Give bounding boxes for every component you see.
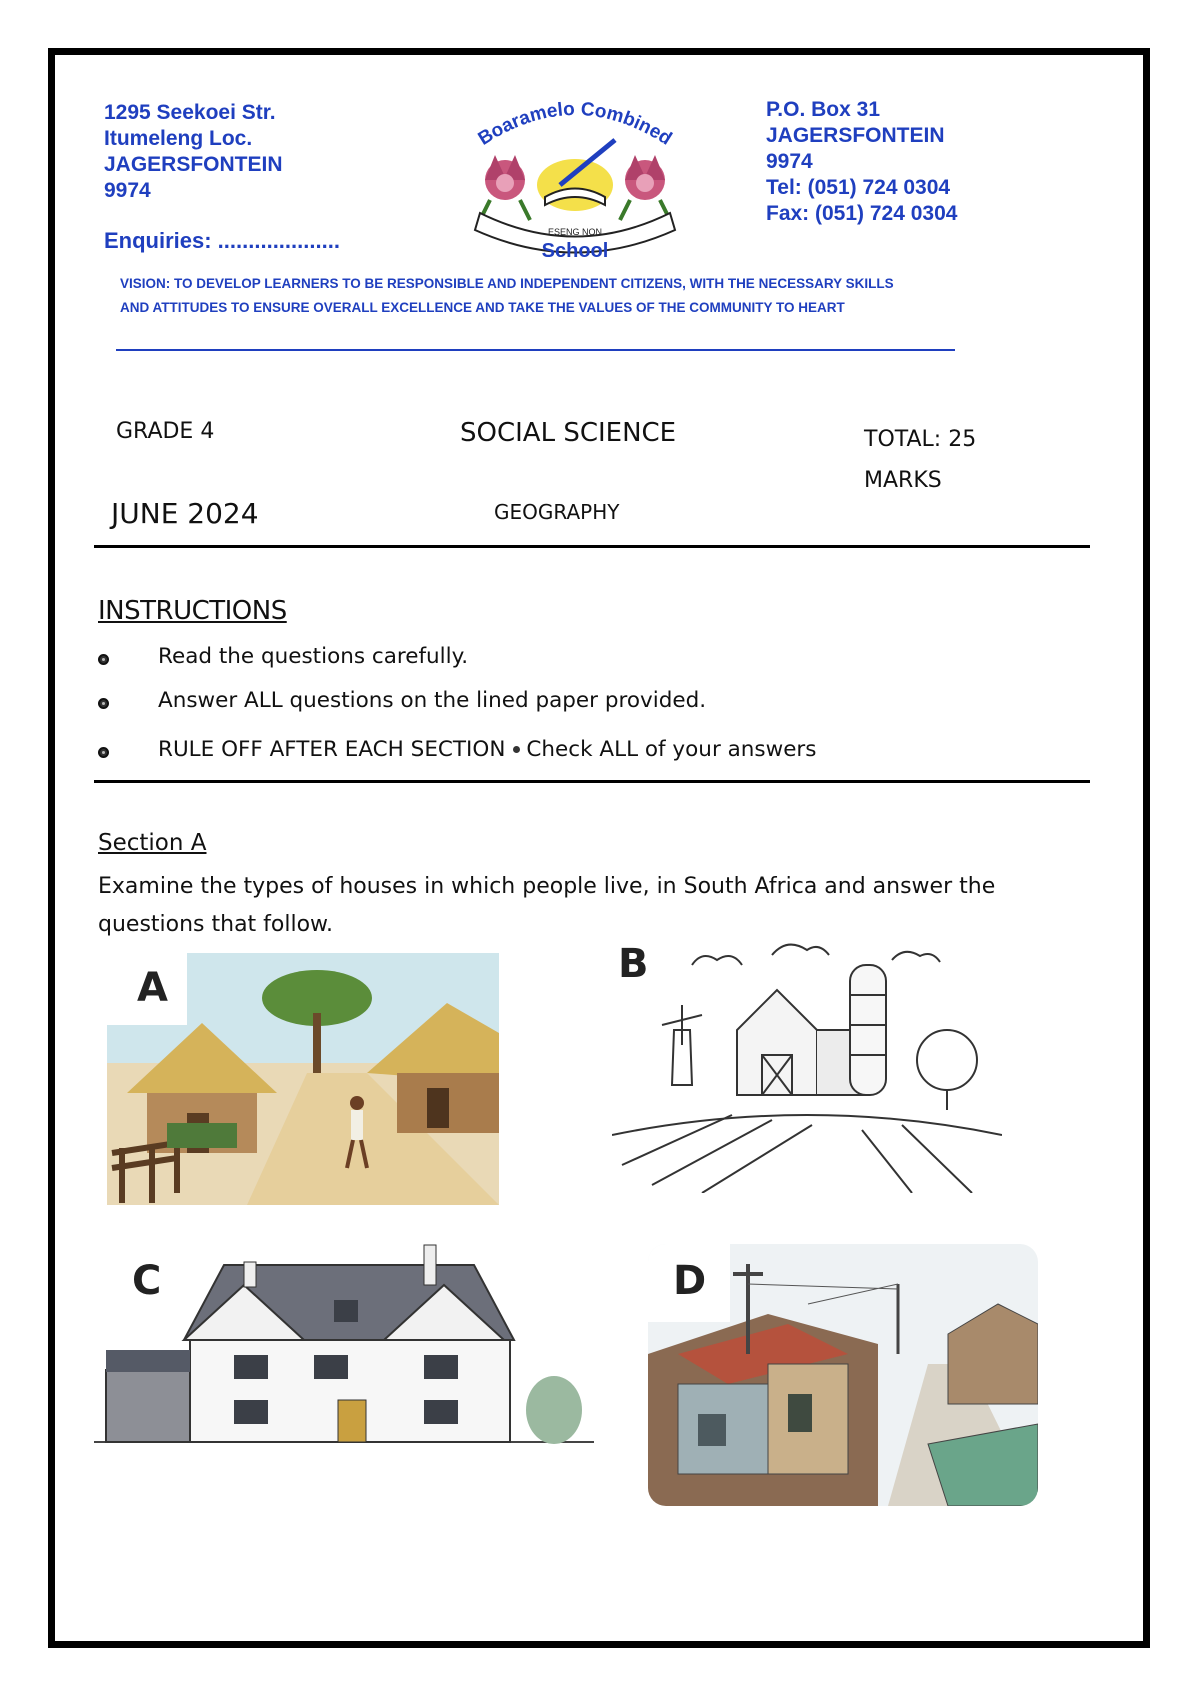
picture-label: B [618, 941, 649, 987]
address-line: Itumeleng Loc. [104, 127, 253, 150]
vision-statement [120, 272, 980, 320]
total-line: TOTAL: 25 [864, 427, 977, 452]
instruction-text: RULE OFF AFTER EACH SECTION [158, 737, 506, 762]
picture-b [612, 935, 1002, 1193]
section-a-title: Section A [98, 830, 207, 856]
enquiries-line: Enquiries: .................... [104, 228, 340, 253]
address-line: JAGERSFONTEIN [766, 124, 945, 147]
logo-bottom-text: School [541, 240, 609, 260]
school-street-address [104, 100, 283, 204]
header-divider [94, 545, 1090, 548]
farm-barn-sketch-illustration [612, 935, 1002, 1193]
subject-label: SOCIAL SCIENCE [460, 418, 677, 448]
letterhead-divider [116, 349, 955, 351]
address-line: 9974 [766, 150, 813, 173]
vision-line: AND ATTITUDES TO ENSURE OVERALL EXCELLENCE AND TAKE THE VALUES OF THE COMMUNITY TO HEART [120, 300, 845, 315]
vision-line: VISION: TO DEVELOP LEARNERS TO BE RESPONSIBLE AND INDEPENDENT CITIZENS, WITH THE NECESSARY SKILLS [120, 276, 894, 291]
instructions-title: INSTRUCTIONS [98, 596, 287, 626]
address-line: 1295 Seekoei Str. [104, 101, 276, 124]
exam-date: JUNE 2024 [111, 497, 259, 530]
bullet-icon [98, 747, 109, 758]
address-line: 9974 [104, 179, 151, 202]
school-logo [450, 85, 700, 260]
picture-c [94, 1240, 594, 1450]
logo-motto: ESENG NON [547, 227, 603, 237]
school-postal-address [766, 97, 957, 227]
instruction-text: Check ALL of your answers [526, 737, 817, 762]
picture-label: C [132, 1258, 162, 1304]
svg-text:Boaramelo Combined [475, 99, 676, 150]
separator-dot-icon [513, 746, 520, 753]
address-line: JAGERSFONTEIN [104, 153, 283, 176]
address-line: P.O. Box 31 [766, 98, 881, 121]
bullet-icon [98, 654, 109, 665]
protea-flower-icon [480, 155, 530, 220]
phone-line: Tel: (051) 724 0304 [766, 176, 951, 199]
picture-label: D [673, 1258, 707, 1304]
grade-label: GRADE 4 [116, 419, 215, 444]
bullet-icon [98, 698, 109, 709]
instructions-divider [94, 780, 1090, 783]
total-marks [864, 419, 976, 501]
picture-a [107, 953, 499, 1205]
picture-label: A [137, 965, 168, 1011]
section-a-description: Examine the types of houses in which people live, in South Africa and answer the questions that follow. [98, 874, 996, 937]
logo-top-text: Boaramelo Combined [474, 98, 676, 150]
picture-d [648, 1244, 1038, 1506]
total-line: MARKS [864, 468, 942, 493]
fax-line: Fax: (051) 724 0304 [766, 202, 958, 225]
paper-label: GEOGRAPHY [494, 500, 620, 524]
brick-suburban-house-illustration [94, 1240, 594, 1450]
protea-flower-icon [620, 155, 670, 220]
